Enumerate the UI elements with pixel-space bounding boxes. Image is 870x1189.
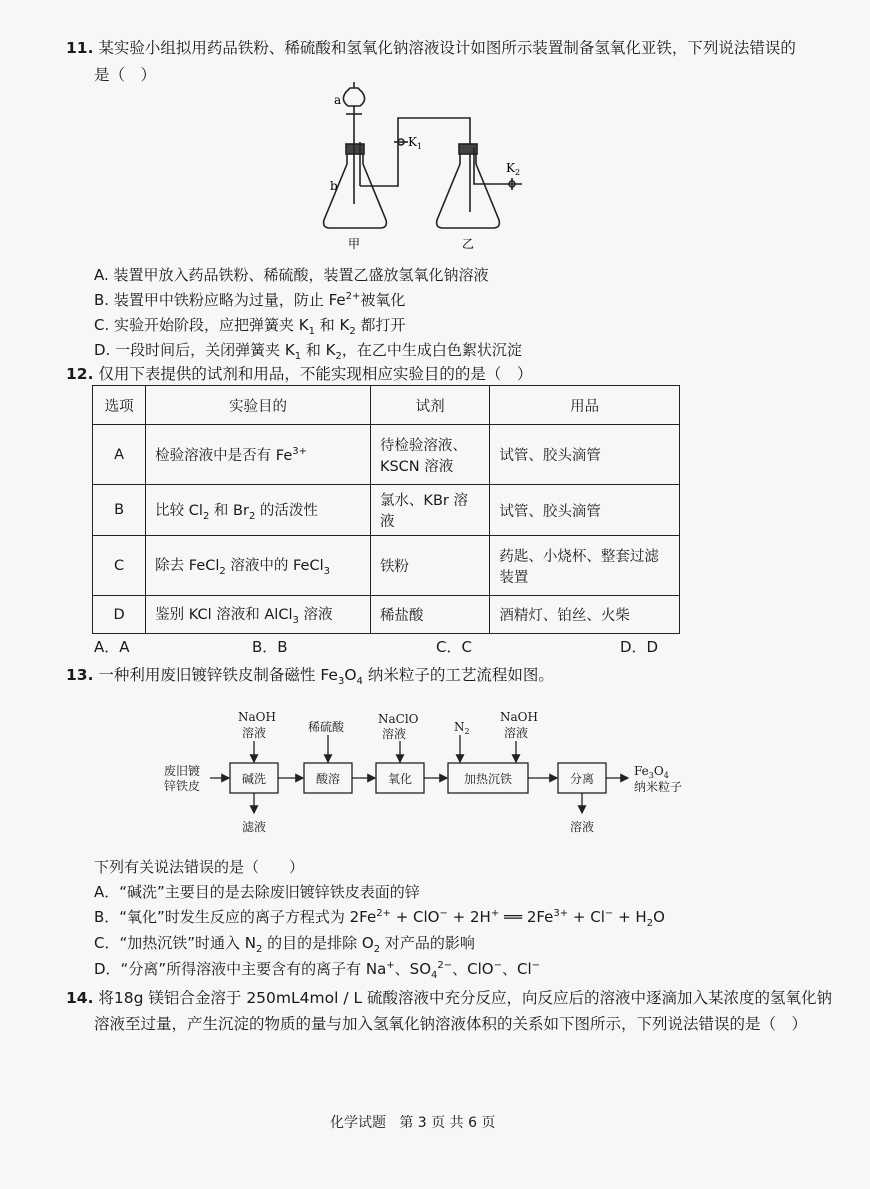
separatory-funnel [343,88,364,106]
label-jia: 甲 [348,237,361,251]
step-fenli: 分离 [570,772,595,786]
svg-text:溶液: 溶液 [504,726,529,740]
header-aim: 实验目的 [146,386,371,425]
q12-answer-b: B．B [252,638,288,656]
label-a: a [334,93,342,107]
svg-text:溶液: 溶液 [382,727,407,741]
q12-answer-c: C．C [436,638,472,656]
q13-option-b: B．“氧化”时发生反应的离子方程式为 $2Fe^{2+} + ClO^- + 2H^+$ ══ $2Fe^{3+} + Cl^- + H_2O$ [94,908,665,929]
q13-flow-diagram [150,705,710,840]
q11-option-c: C. 实验开始阶段，应把弹簧夹 $K_1$ 和 $K_2$ 都打开 [94,316,406,337]
reagent-naoh-2: NaOH [500,710,538,724]
table-row: A 检验溶液中是否有 $Fe^{3+}$ 待检验溶液、 KSCN 溶液 试管、胶头滴管 [93,425,680,485]
q14-stem-line2: 溶液至过量，产生沉淀的物质的量与加入氢氧化钠溶液体积的关系如下图所示，下列说法错误的是（ ） [94,1015,808,1033]
q11-apparatus-figure [300,82,540,252]
label-k1: $K_1$ [408,135,423,151]
q13-option-a: A．“碱洗”主要目的是去除废旧镀锌铁皮表面的锌 [94,883,420,901]
svg-text:溶液: 溶液 [242,726,267,740]
q12-table [92,385,680,634]
table-row: D 鉴别 KCl 溶液和 AlCl$_3$ 溶液 稀盐酸 酒精灯、铂丝、火柴 [93,596,680,634]
q13-sub-stem: 下列有关说法错误的是（ ） [94,858,305,876]
waste-filtrate: 滤液 [242,820,267,834]
table-row: B 比较 $Cl_2$ 和 $Br_2$ 的活泼性 氯水、KBr 溶液 试管、胶头滴管 [93,485,680,536]
flow-product: $Fe_3O_4$ [634,764,669,780]
q11-option-d: D. 一段时间后，关闭弹簧夹 $K_1$ 和 $K_2$，在乙中生成白色絮状沉淀 [94,341,522,362]
svg-text:纳米粒子: 纳米粒子 [634,780,683,794]
q13-option-d: D．“分离”所得溶液中主要含有的离子有 Na+、$SO_4^{2-}$、ClO−、Cl− [94,960,541,981]
q11-stem: 11. 某实验小组拟用药品铁粉、稀硫酸和氢氧化钠溶液设计如图所示装置制备氢氧化亚铁，下列说法错误的 [66,39,796,57]
label-b: b [330,179,338,193]
label-yi: 乙 [462,237,475,251]
table-row: C 除去 FeCl$_2$ 溶液中的 FeCl$_3$ 铁粉 药匙、小烧杯、整套过滤 装置 [93,536,680,596]
reagent-naclo: NaClO [378,712,419,726]
q13-option-c: C．“加热沉铁”时通入 $N_2$ 的目的是排除 $O_2$ 对产品的影响 [94,934,475,955]
waste-solution: 溶液 [570,820,595,834]
q11-option-b: B. 装置甲中铁粉应略为过量，防止 $Fe^{2+}$被氧化 [94,291,406,309]
step-jianxi: 碱洗 [242,772,267,786]
q11-option-a: A. 装置甲放入药品铁粉、稀硫酸，装置乙盛放氢氧化钠溶液 [94,266,489,284]
q12-stem: 12. 仅用下表提供的试剂和用品，不能实现相应实验目的的是（ ） [66,365,533,383]
q11-stem-line2: 是（ ） [94,66,157,84]
svg-text:锌铁皮: 锌铁皮 [164,779,201,793]
footer-page: 第 3 页 共 6 页 [399,1115,496,1131]
page-footer [330,1112,495,1132]
footer-subject: 化学试题 [330,1115,386,1131]
header-reagent: 试剂 [370,386,489,425]
step-yanghua: 氧化 [388,772,413,786]
flow-input: 废旧镀 [164,764,201,778]
table-header-row [93,386,680,425]
q12-answer-d: D．D [620,638,659,656]
q13-stem: 13. 一种利用废旧镀锌铁皮制备磁性 $Fe_3O_4$ 纳米粒子的工艺流程如图。 [66,666,554,688]
flask-yi [437,152,500,228]
header-option: 选项 [93,386,146,425]
q14-stem: 14. 将18g 镁铝合金溶于 250mL4mol / L 硫酸溶液中充分反应，向反应后的溶液中逐滴加入某浓度的氢氧化钠 [66,989,833,1007]
q12-answer-a: A．A [94,638,130,656]
header-tools: 用品 [490,386,680,425]
reagent-naoh-1: NaOH [238,710,276,724]
label-k2: $K_2$ [506,161,521,177]
step-suanrong: 酸溶 [316,772,341,786]
reagent-h2so4: 稀硫酸 [308,720,345,734]
reagent-n2: $N_2$ [454,720,470,736]
step-jiare: 加热沉铁 [464,772,513,786]
